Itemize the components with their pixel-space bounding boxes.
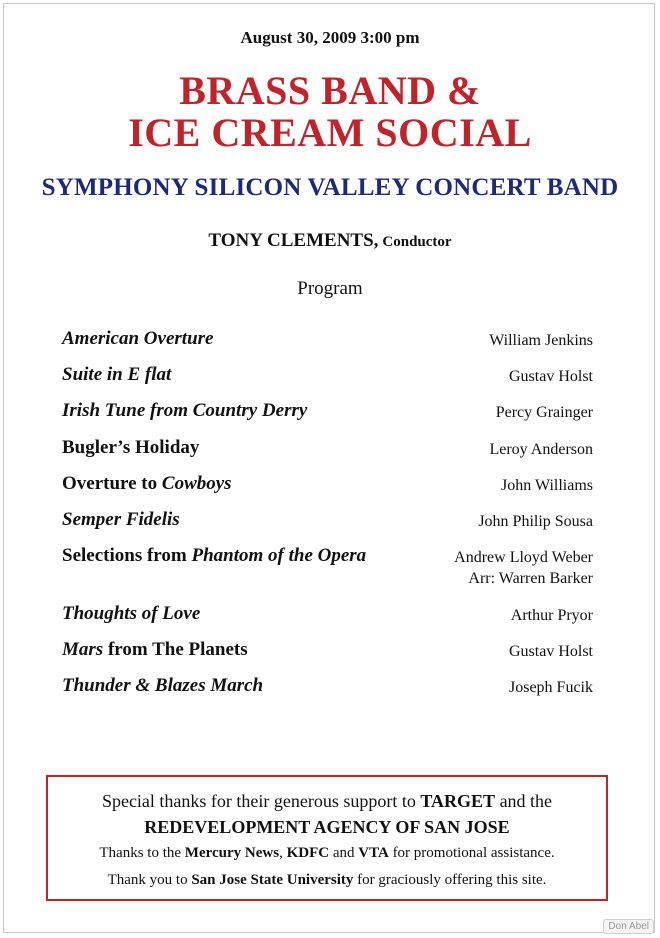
sponsor-line3-g: for promotional assistance. (388, 845, 555, 861)
piece-title-pre: Overture to (62, 473, 162, 494)
sponsor-target: TARGET (420, 791, 496, 811)
piece-title (62, 545, 366, 567)
composer-name: Arthur Pryor (510, 607, 593, 624)
event-title (0, 70, 660, 154)
piece-title (62, 675, 263, 697)
composer (489, 330, 593, 351)
arranger-name: Arr: Warren Barker (468, 570, 593, 587)
piece-title-italic: Suite in E flat (62, 364, 172, 385)
conductor-role: Conductor (382, 234, 452, 250)
sponsor-box (46, 775, 608, 901)
composer (509, 366, 593, 387)
piece-title-pre: Bugler’s Holiday (62, 437, 200, 458)
composer (478, 511, 593, 532)
piece-title-italic: Irish Tune from Country Derry (62, 400, 308, 421)
composer-name: John Philip Sousa (478, 513, 593, 530)
piece-title-post: from The Planets (103, 639, 248, 660)
piece-title-italic: Cowboys (161, 473, 232, 494)
program-heading: Program (297, 278, 363, 299)
piece-title (62, 639, 248, 661)
photographer-watermark: Don Abel (603, 919, 654, 934)
sponsor-vta: VTA (358, 845, 389, 861)
sponsor-line2: REDEVELOPMENT AGENCY OF SAN JOSE (144, 817, 510, 837)
composer (509, 641, 593, 662)
sponsor-line1-post: and the (495, 791, 553, 811)
sponsor-line1-pre: Special thanks for their generous support to (101, 791, 421, 811)
composer-name: Percy Grainger (495, 404, 593, 421)
sponsor-line4-c: for graciously offering this site. (353, 872, 547, 888)
composer (501, 475, 593, 496)
composer-name: William Jenkins (489, 332, 593, 349)
conductor-name: TONY CLEMENTS, (208, 230, 379, 251)
piece-title-italic: Semper Fidelis (62, 509, 180, 530)
event-title-line2: ICE CREAM SOCIAL (128, 110, 532, 155)
event-title-line1: BRASS BAND & (179, 68, 481, 113)
piece-title-italic: American Overture (62, 328, 214, 349)
composer-name: Gustav Holst (509, 368, 593, 385)
composer (511, 605, 593, 626)
sponsor-line3-a: Thanks to the (99, 845, 185, 861)
piece-title-italic: Mars (62, 639, 104, 660)
sponsor-line3-e: and (329, 845, 359, 861)
piece-title (62, 473, 232, 495)
sponsor-kdfc: KDFC (286, 845, 330, 861)
piece-title (62, 328, 213, 350)
conductor-line (0, 230, 660, 252)
sponsor-line3-c: , (279, 845, 287, 861)
piece-title (62, 603, 200, 625)
piece-title-pre: Selections from (62, 545, 192, 566)
piece-title (62, 509, 180, 531)
composer-name: John Williams (501, 477, 593, 494)
sponsor-line1 (48, 791, 606, 812)
band-name: SYMPHONY SILICON VALLEY CONCERT BAND (41, 174, 619, 201)
composer (489, 439, 593, 460)
sponsor-sjsu: San Jose State University (191, 872, 354, 888)
sponsor-line4 (48, 872, 606, 889)
piece-title (62, 400, 307, 422)
composer (509, 677, 593, 698)
sponsor-line3 (48, 845, 606, 862)
composer (454, 547, 593, 589)
composer-name: Gustav Holst (509, 643, 593, 660)
sponsor-mercury-news: Mercury News (184, 845, 280, 861)
composer (496, 402, 593, 423)
composer-name: Leroy Anderson (489, 441, 593, 458)
piece-title-italic: Thunder & Blazes March (62, 675, 264, 696)
piece-title-italic: Thoughts of Love (62, 603, 201, 624)
composer-name: Andrew Lloyd Weber (454, 549, 593, 566)
sponsor-line4-a: Thank you to (107, 872, 192, 888)
piece-title (62, 437, 199, 459)
event-date: August 30, 2009 3:00 pm (240, 28, 420, 47)
piece-title (62, 364, 171, 386)
piece-title-italic: Phantom of the Opera (191, 545, 367, 566)
composer-name: Joseph Fucik (509, 679, 593, 696)
